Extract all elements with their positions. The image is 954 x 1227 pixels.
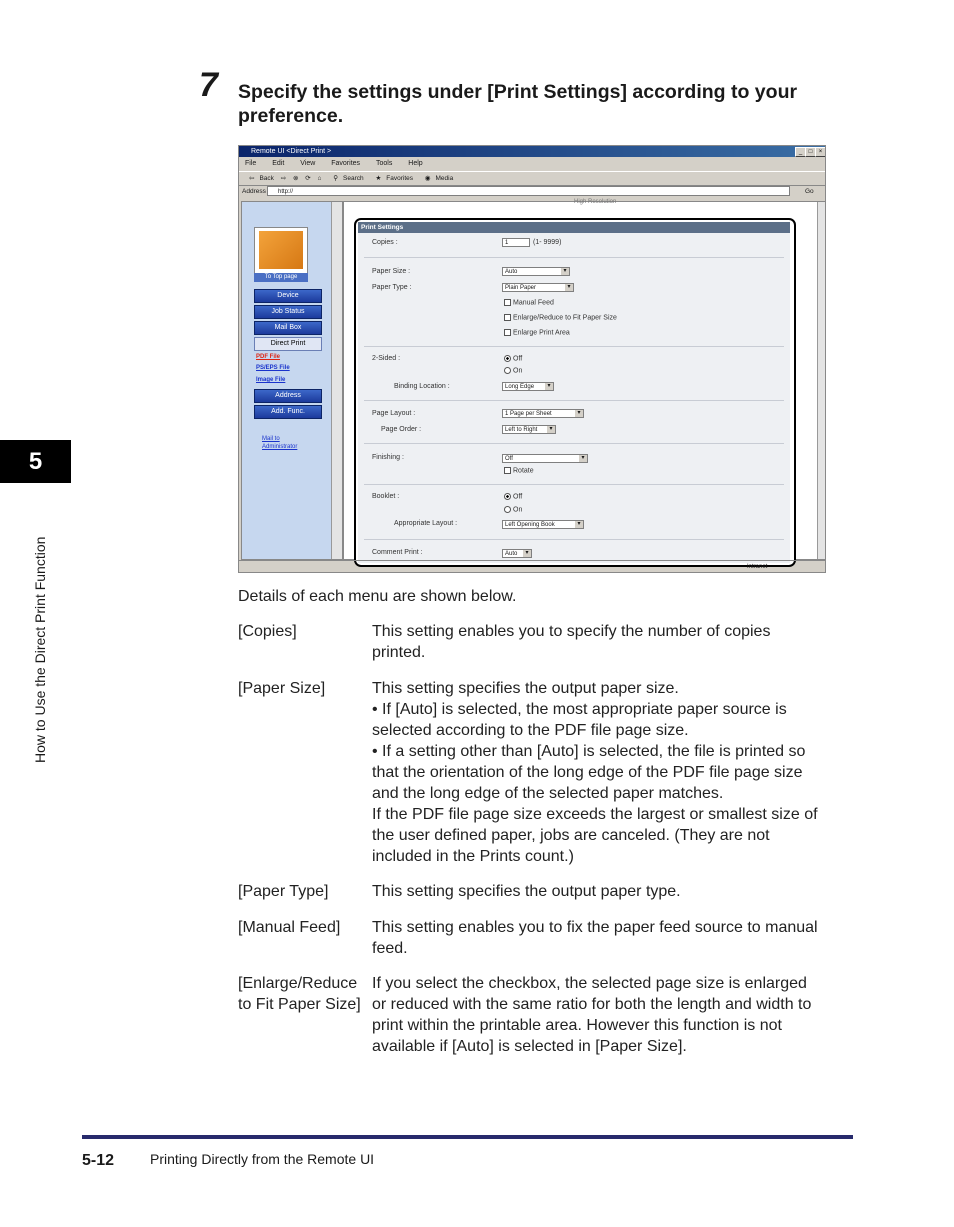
status-bar	[239, 560, 825, 573]
scrolled-text: High Resolution	[574, 199, 617, 205]
address-label: Address	[242, 188, 266, 195]
def-enlarge-reduce	[372, 973, 852, 1057]
window-titlebar	[239, 146, 825, 157]
def-line: that the orientation of the long edge of the PDF file page size	[372, 764, 803, 781]
two-sided-on-radio[interactable]: On	[504, 367, 522, 374]
two-sided-off-radio[interactable]: Off	[504, 355, 522, 362]
menu-file[interactable]: File	[245, 160, 257, 167]
finishing-label: Finishing :	[372, 454, 404, 461]
nav-device[interactable]: Device	[254, 289, 322, 303]
def-line: • If a setting other than [Auto] is selected, the file is printed so	[372, 743, 806, 760]
chapter-side-text: How to Use the Direct Print Function	[32, 536, 48, 763]
menu-view[interactable]: View	[300, 160, 316, 167]
paper-size-select[interactable]: Auto ▾	[502, 267, 570, 276]
booklet-off-radio[interactable]: Off	[504, 493, 522, 500]
def-paper-size	[372, 678, 852, 867]
enlarge-fit-checkbox[interactable]: Enlarge/Reduce to Fit Paper Size	[504, 314, 617, 321]
term-line: to Fit Paper Size]	[238, 996, 361, 1013]
footer-title: Printing Directly from the Remote UI	[150, 1151, 375, 1167]
forward-icon[interactable]: ⇨	[280, 175, 287, 182]
media-button[interactable]: ◉ Media	[424, 175, 454, 182]
right-scrollbar[interactable]	[817, 202, 825, 559]
remote-ui-logo	[254, 227, 308, 277]
divider	[364, 400, 784, 401]
back-arrow-icon: ⇦	[249, 175, 255, 182]
def-line: available if [Auto] is selected in [Paper Size].	[372, 1038, 687, 1055]
left-nav-frame	[241, 201, 343, 560]
menu-help[interactable]: Help	[408, 160, 423, 167]
nav-job-status[interactable]: Job Status	[254, 305, 322, 319]
back-button[interactable]: ⇦ Back	[249, 175, 274, 182]
search-icon: ⚲	[333, 175, 339, 182]
menu-edit[interactable]: Edit	[272, 160, 285, 167]
go-button[interactable]: Go	[805, 188, 814, 195]
binding-location-label: Binding Location :	[394, 383, 450, 390]
term-manual-feed: [Manual Feed]	[238, 919, 341, 936]
def-line: This setting specifies the output paper type.	[372, 883, 681, 900]
nav-direct-print[interactable]: Direct Print	[254, 337, 322, 351]
page-order-label: Page Order :	[381, 426, 422, 433]
top-page-button[interactable]: To Top page	[254, 273, 308, 282]
rotate-checkbox[interactable]: Rotate	[504, 467, 534, 474]
step-title: Specify the settings under [Print Settings] according to your preference.	[238, 81, 798, 127]
def-line: • If [Auto] is selected, the most appropriate paper source is	[372, 701, 787, 718]
paper-type-select[interactable]: Plain Paper ▾	[502, 283, 574, 292]
comment-print-select[interactable]: Auto ▾	[502, 549, 532, 558]
paper-size-label: Paper Size :	[372, 268, 411, 275]
step-number: 7	[199, 66, 218, 104]
nav-add-func[interactable]: Add. Func.	[254, 405, 322, 419]
def-line: If the PDF file page size exceeds the largest or smallest size of	[372, 806, 818, 823]
stop-icon[interactable]: ⊗	[292, 175, 299, 182]
menu-tools[interactable]: Tools	[376, 160, 393, 167]
def-line: selected according to the PDF file page size.	[372, 722, 689, 739]
right-content-frame	[343, 201, 825, 560]
booklet-on-radio[interactable]: On	[504, 506, 522, 513]
paper-type-label: Paper Type :	[372, 284, 412, 291]
def-copies	[372, 621, 852, 663]
appropriate-layout-label: Appropriate Layout :	[394, 520, 458, 527]
def-line: This setting specifies the output paper size.	[372, 680, 679, 697]
def-line: printed.	[372, 644, 426, 661]
toolbar	[239, 171, 825, 186]
copies-range: (1- 9999)	[533, 239, 562, 246]
finishing-select[interactable]: Off ▾	[502, 454, 588, 463]
address-bar	[239, 185, 825, 198]
manual-feed-checkbox[interactable]: Manual Feed	[504, 299, 554, 306]
left-scrollbar[interactable]	[331, 202, 342, 559]
def-line: print within the printable area. However this function is not	[372, 1017, 782, 1034]
comment-print-label: Comment Print :	[372, 549, 423, 556]
footer-rule	[82, 1135, 853, 1139]
def-line: If you select the checkbox, the selected page size is enlarged	[372, 975, 807, 992]
divider	[364, 257, 784, 258]
enlarge-print-area-checkbox[interactable]: Enlarge Print Area	[504, 329, 570, 336]
divider	[364, 484, 784, 485]
minimize-button[interactable]: _	[795, 147, 806, 157]
menu-favorites[interactable]: Favorites	[331, 160, 361, 167]
media-icon: ◉	[424, 175, 431, 182]
def-manual-feed	[372, 917, 852, 959]
def-line: or reduced with the same ratio for both the length and width to	[372, 996, 812, 1013]
page-number: 5-12	[82, 1152, 115, 1169]
window-title: Remote UI <Direct Print >	[251, 148, 332, 155]
def-line: the user defined paper, jobs are canceled. (They are not	[372, 827, 770, 844]
mail-to-admin-link[interactable]: Mail to Administrator	[262, 436, 298, 450]
favorites-button[interactable]: ★ Favorites	[375, 175, 414, 182]
binding-location-select[interactable]: Long Edge ▾	[502, 382, 554, 391]
copies-label: Copies :	[372, 239, 398, 246]
booklet-label: Booklet :	[372, 493, 400, 500]
page-order-select[interactable]: Left to Right ▾	[502, 425, 556, 434]
search-button[interactable]: ⚲ Search	[333, 175, 364, 182]
link-pdf-file[interactable]: PDF File	[256, 354, 281, 360]
divider	[364, 346, 784, 347]
def-line: This setting enables you to specify the number of copies	[372, 623, 771, 640]
close-button[interactable]: ×	[815, 147, 826, 157]
intranet-zone: Intranet	[747, 564, 768, 570]
favorites-icon: ★	[375, 175, 382, 182]
term-copies: [Copies]	[238, 623, 297, 640]
address-input[interactable]: http://	[267, 186, 790, 196]
print-settings-panel	[354, 218, 796, 567]
two-sided-label: 2-Sided :	[372, 355, 401, 362]
term-paper-type: [Paper Type]	[238, 883, 329, 900]
nav-mail-box[interactable]: Mail Box	[254, 321, 322, 335]
page-layout-label: Page Layout :	[372, 410, 416, 417]
print-settings-header: Print Settings	[358, 222, 790, 233]
appropriate-layout-select[interactable]: Left Opening Book ▾	[502, 520, 584, 529]
def-line: and the long edge of the selected paper matches.	[372, 785, 724, 802]
browser-screenshot	[238, 145, 826, 573]
nav-address[interactable]: Address	[254, 389, 322, 403]
def-line: This setting enables you to fix the paper feed source to manual	[372, 919, 818, 936]
home-icon[interactable]: ⌂	[317, 175, 322, 182]
copies-input[interactable]: 1	[502, 238, 530, 247]
logo-graphic	[259, 231, 303, 269]
menu-bar	[239, 158, 825, 169]
print-settings-body	[358, 233, 790, 563]
divider	[364, 539, 784, 540]
term-enlarge-reduce	[238, 973, 361, 1015]
term-paper-size: [Paper Size]	[238, 680, 326, 697]
maximize-button[interactable]: □	[805, 147, 816, 157]
page-layout-select[interactable]: 1 Page per Sheet ▾	[502, 409, 584, 418]
def-paper-type	[372, 881, 852, 902]
intro-text: Details of each menu are shown below.	[238, 588, 517, 605]
chapter-tab: 5	[0, 440, 71, 483]
divider	[364, 443, 784, 444]
term-line: [Enlarge/Reduce	[238, 975, 358, 992]
def-line: included in the Prints count.)	[372, 848, 574, 865]
refresh-icon[interactable]: ⟳	[305, 175, 311, 182]
link-image-file[interactable]: Image File	[256, 377, 286, 383]
def-line: feed.	[372, 940, 408, 957]
link-ps-eps-file[interactable]: PS/EPS File	[256, 365, 290, 371]
